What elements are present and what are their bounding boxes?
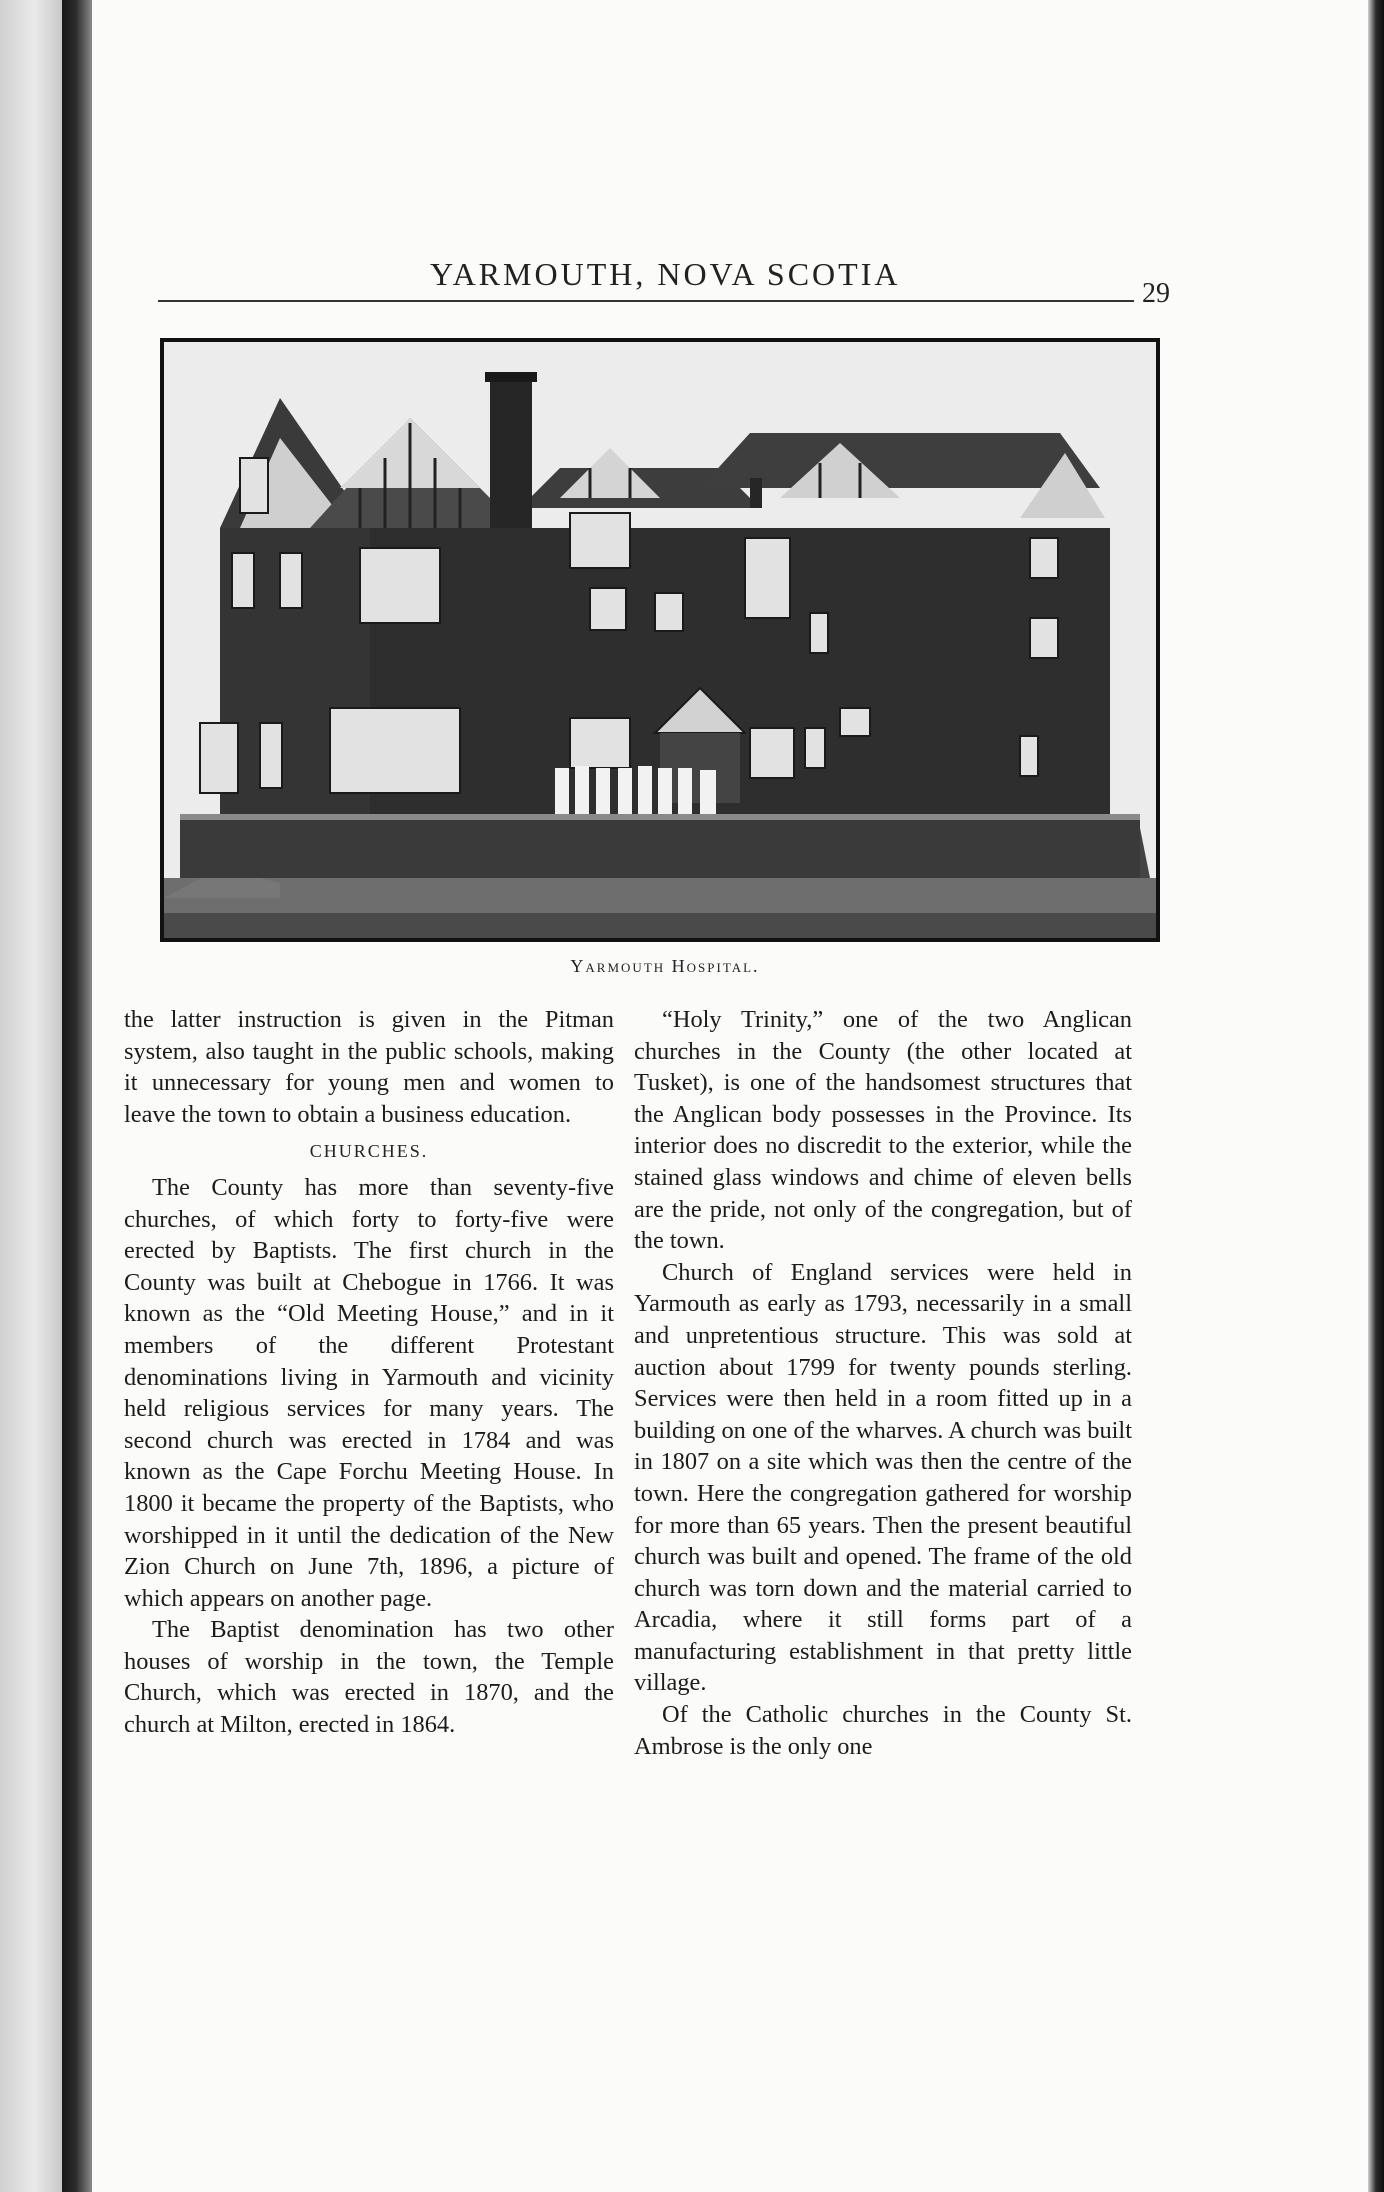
left-text-column — [124, 1004, 614, 1741]
paragraph: the latter instruction is given in the Pitman system, also taught in the public schools, making it unnecessary for young men and women to leave the town to obtain a business education. — [124, 1006, 614, 1128]
paragraph: “Holy Trinity,” one of the two Anglican churches in the County (the other located at Tusket), is one of the handsomest structures that the Anglican body possesses in the Province. Its interior does no discredit to the exterior, while the stained glass windows and chime of eleven bells are the pride, not only of the congregation, but of the town. — [634, 1006, 1132, 1255]
page-right-edge — [1368, 0, 1384, 2192]
paragraph: The Baptist denomination has two other houses of worship in the town, the Temple Church, which was erected in 1870, and the church at Milton, erected in 1864. — [124, 1616, 614, 1739]
photo-caption: Yarmouth Hospital. — [570, 956, 760, 976]
page-number: 29 — [1142, 278, 1170, 309]
left-page-gutter — [0, 0, 62, 2192]
section-heading: CHURCHES. — [309, 1141, 429, 1162]
hospital-photograph — [160, 338, 1160, 942]
running-title: YARMOUTH, NOVA SCOTIA — [430, 256, 901, 292]
binding-shadow — [62, 0, 92, 2192]
right-text-column — [634, 1004, 1132, 1762]
paragraph: Of the Catholic churches in the County St. Ambrose is the only one — [634, 1701, 1132, 1760]
paragraph: The County has more than seventy-five churches, of which forty to forty-five were erected by Baptists. The first church in the County was built at Chebogue in 1766. It was known as the “Old Meeting House,” and in it members of the different Protestant denominations living in Yarmouth and vicinity held religious services for many years. The second church was erected in 1784 and was known as the Cape Forchu Meeting House. In 1800 it became the property of the Baptists, who worshipped in it until the dedication of the New Zion Church on June 7th, 1896, a picture of which appears on another page. — [124, 1173, 614, 1612]
header-rule — [158, 300, 1134, 302]
paragraph: Church of England services were held in Yarmouth as early as 1793, necessarily in a small and unpretentious structure. This was sold at auction about 1799 for twenty pounds sterling. Services were then held in a room fitted up in a building on one of the wharves. A church was built in 1807 on a site which was then the centre of the town. Here the congregation gathered for worship for more than 65 years. Then the present beautiful church was built and opened. The frame of the old church was torn down and the material carried to Arcadia, where it still forms part of a manufacturing establishment in that pretty little village. — [634, 1258, 1132, 1697]
